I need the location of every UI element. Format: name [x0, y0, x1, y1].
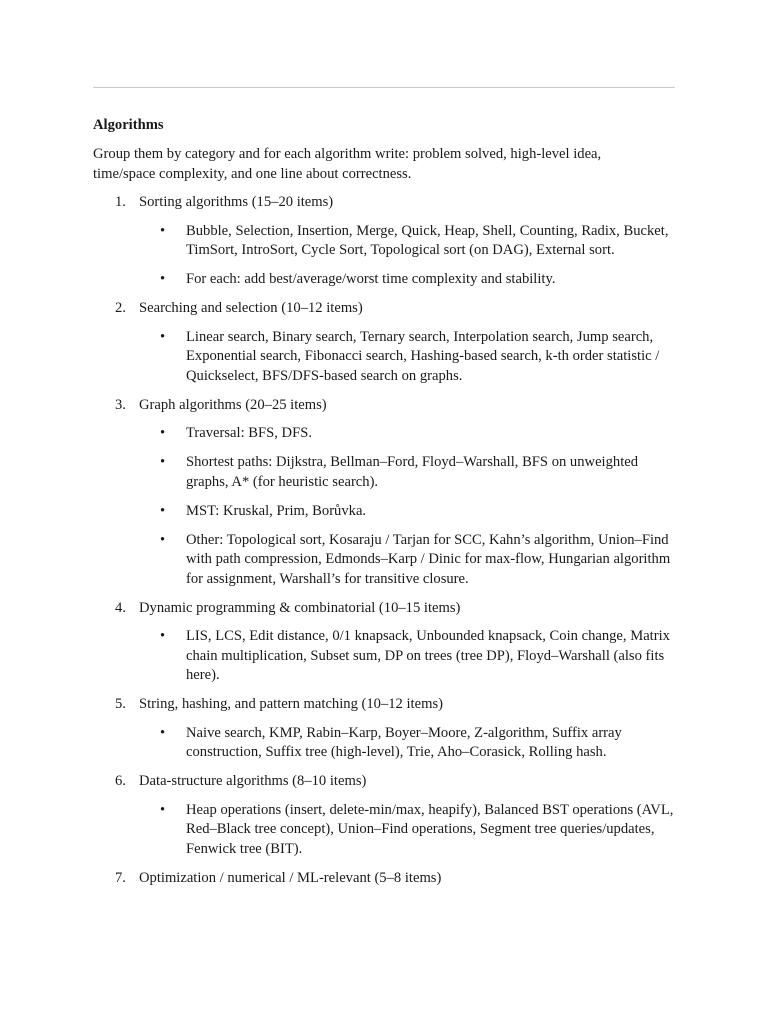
category-item — [93, 772, 675, 859]
bullet-list — [139, 724, 675, 763]
list-number: 2. — [115, 300, 126, 316]
list-number: 5. — [115, 696, 126, 712]
bullet-item: • Naive search, KMP, Rabin–Karp, Boyer–Moore, Z-algorithm, Suffix array construction, Suffix tree (high-level), Trie, Aho–Corasick, Rolling hash. — [139, 724, 676, 763]
category-title: String, hashing, and pattern matching (10–12 items) — [139, 696, 443, 712]
bullet-list — [139, 328, 675, 387]
category-item — [93, 193, 675, 290]
bullet-item: • Other: Topological sort, Kosaraju / Tarjan for SCC, Kahn’s algorithm, Union–Find with path compression, Edmonds–Karp / Dinic for max-flow, Hungarian algorithm for assignment, Warshall’s for transitive closure. — [139, 531, 676, 590]
bullet-list — [139, 627, 675, 686]
bullet-item: • Linear search, Binary search, Ternary search, Interpolation search, Jump search, Exponential search, Fibonacci search, Hashing-based search, k-th order statistic / Quickselect, BFS/DFS-based search on graphs. — [139, 328, 676, 387]
bullet-item: • Heap operations (insert, delete-min/max, heapify), Balanced BST operations (AVL, Red–Black tree concept), Union–Find operations, Segment tree queries/updates, Fenwick tree (BIT). — [139, 801, 676, 860]
category-title: Searching and selection (10–12 items) — [139, 300, 363, 316]
bullet-item: • For each: add best/average/worst time complexity and stability. — [139, 270, 676, 290]
category-title: Graph algorithms (20–25 items) — [139, 396, 327, 413]
category-item — [93, 599, 675, 686]
bullet-item: • Traversal: BFS, DFS. — [139, 424, 676, 444]
horizontal-rule — [93, 87, 675, 88]
intro-paragraph: Group them by category and for each algorithm write: problem solved, high-level idea, time/space complexity, and one line about correctness. — [93, 146, 602, 182]
bullet-item: • Shortest paths: Dijkstra, Bellman–Ford, Floyd–Warshall, BFS on unweighted graphs, A* (for heuristic search). — [139, 453, 676, 492]
category-item — [93, 869, 675, 889]
category-title: Dynamic programming & combinatorial (10–15 items) — [139, 599, 461, 616]
section-heading: Algorithms — [93, 117, 164, 133]
category-item — [93, 299, 675, 386]
category-title: Sorting algorithms (15–20 items) — [139, 194, 334, 210]
list-number: 3. — [115, 396, 126, 413]
category-list — [93, 193, 675, 898]
bullet-item: • MST: Kruskal, Prim, Borůvka. — [139, 502, 676, 522]
bullet-list — [139, 801, 675, 860]
bullet-item: • Bubble, Selection, Insertion, Merge, Quick, Heap, Shell, Counting, Radix, Bucket, TimSort, IntroSort, Cycle Sort, Topological sort (on DAG), External sort. — [139, 222, 676, 261]
bullet-item: • LIS, LCS, Edit distance, 0/1 knapsack, Unbounded knapsack, Coin change, Matrix chain multiplication, Subset sum, DP on trees (tree DP), Floyd–Warshall (also fits here). — [139, 627, 676, 686]
category-title: Data-structure algorithms (8–10 items) — [139, 773, 367, 789]
list-number: 7. — [115, 869, 126, 886]
category-title: Optimization / numerical / ML-relevant (5–8 items) — [139, 869, 442, 886]
list-number: 6. — [115, 773, 126, 789]
category-item — [93, 695, 675, 763]
bullet-list — [139, 424, 675, 589]
bullet-list — [139, 222, 675, 290]
category-item — [93, 396, 675, 590]
list-number: 1. — [115, 194, 126, 210]
list-number: 4. — [115, 599, 126, 616]
